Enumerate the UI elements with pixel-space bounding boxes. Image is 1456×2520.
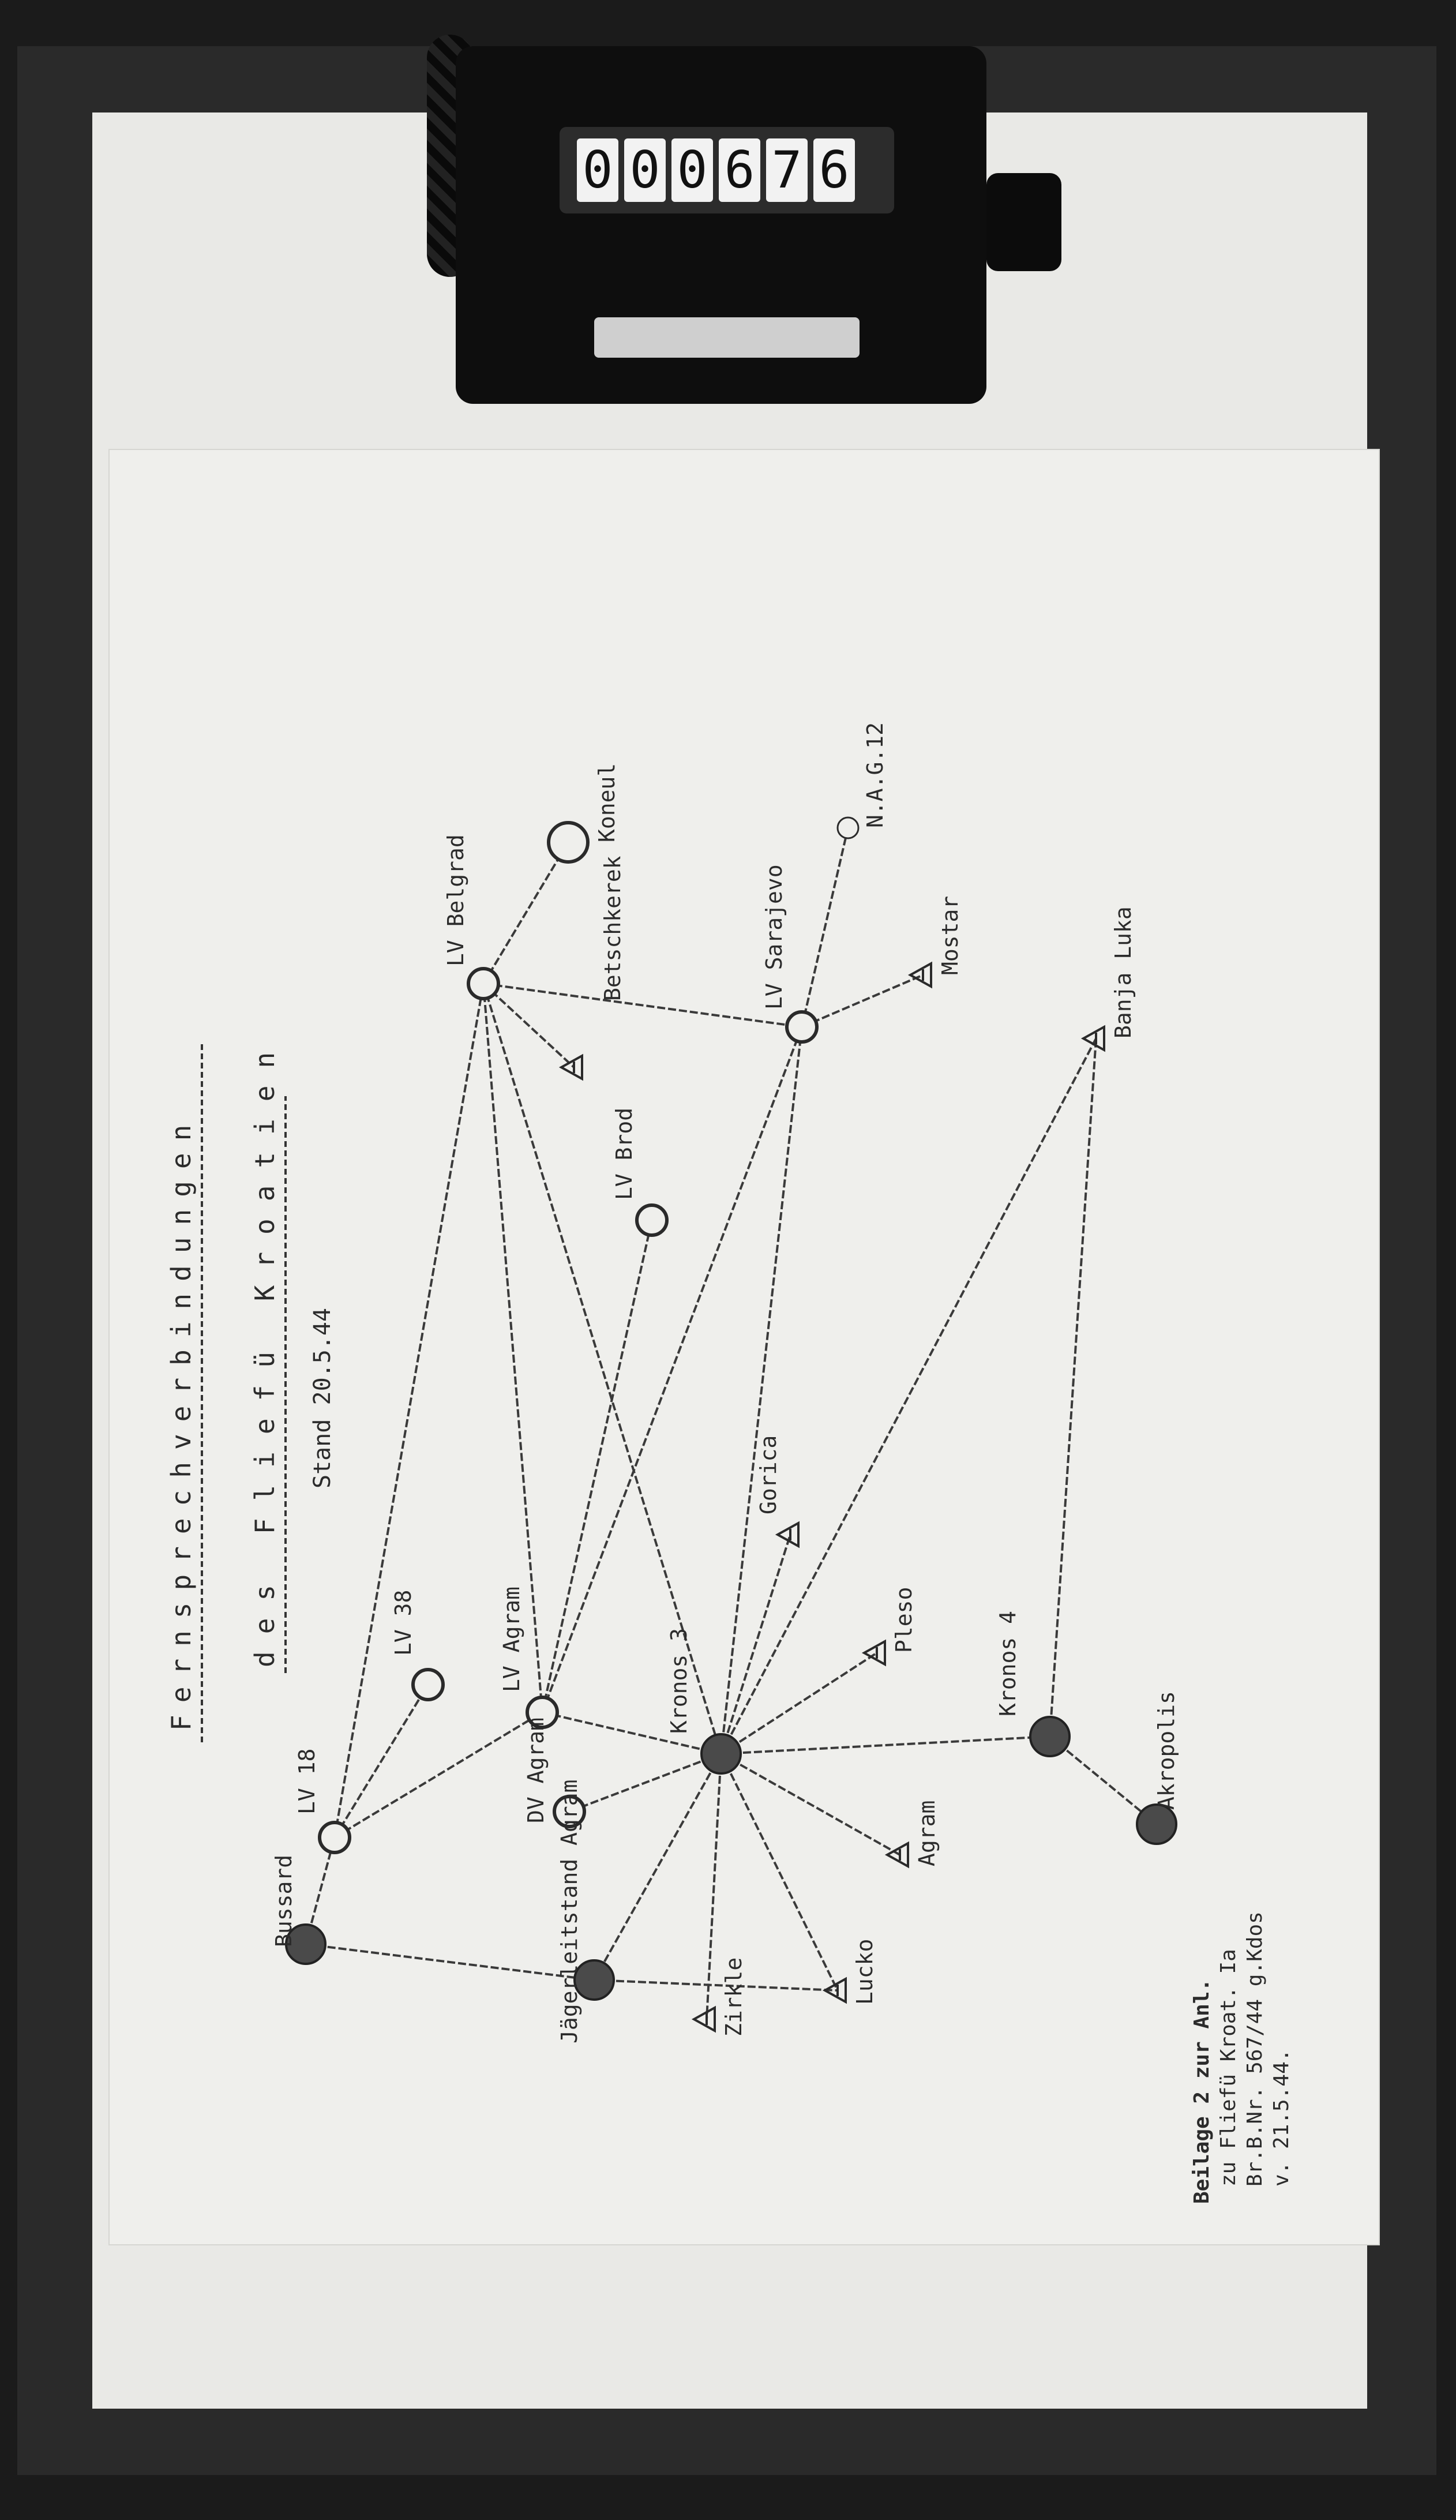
node-label-mostar: Mostar [937, 895, 963, 975]
date-line: Stand 20.5.44 [309, 1307, 336, 1488]
footer-line-2: zu Fliefü Kroat. Ia [1217, 1949, 1240, 2187]
footer-line-3: Br.B.Nr. 567/44 g.Kdos [1243, 1911, 1267, 2187]
edge-kronos3-jaeger [594, 1754, 721, 1980]
edge-kronos3-agram_t [721, 1754, 900, 1855]
node-pleso [864, 1641, 885, 1664]
edge-kronos3-gorica [721, 1535, 790, 1754]
node-label-akropolis: Akropolis [1154, 1691, 1179, 1810]
node-kronos4 [1030, 1717, 1070, 1756]
edge-kronos3-zirkle [707, 1754, 721, 2019]
node-zirkle [694, 2008, 715, 2031]
edge-lvsarajevo-mostar [802, 975, 923, 1027]
node-label-pleso: Pleso [891, 1587, 917, 1653]
edge-lv18-lvagram [335, 1712, 542, 1837]
node-label-lucko: Lucko [852, 1938, 877, 2005]
edge-kronos3-kronos4 [721, 1737, 1050, 1754]
edge-kronos3-lucko [721, 1754, 838, 1990]
node-mostar [910, 963, 931, 987]
node-label-lvbelgrad: LV Belgrad [443, 834, 468, 966]
node-lvbrod [637, 1205, 667, 1235]
edge-lvbelgrad-koneul [483, 842, 568, 984]
date-block [309, 1308, 336, 1488]
node-label-koneul: Koneul [594, 763, 620, 842]
counter-digit: 0 [671, 138, 713, 202]
counter-digit: 0 [577, 138, 618, 202]
title-line-1: Fernsprechverbindungen [166, 1112, 197, 1731]
footer-block [1190, 1911, 1293, 2204]
node-nag12 [838, 817, 858, 838]
counter-digit: 7 [766, 138, 808, 202]
title-block [166, 1044, 202, 1742]
node-label-agram_t: Agram [914, 1800, 940, 1866]
node-label-nag12: N.A.G.12 [862, 722, 888, 828]
title-line-2: des Fliefü Kroatien [249, 1034, 280, 1667]
node-label-betschkerek: Betschkerek [600, 856, 625, 1001]
node-koneul [549, 823, 588, 862]
node-label-zirkle: Zirkle [721, 1957, 746, 2037]
node-label-kronos3: Kronos 3 [666, 1627, 692, 1734]
node-label-lvbrod: LV Brod [611, 1107, 637, 1200]
edge-bussard-jaeger [306, 1944, 594, 1980]
node-label-lv38: LV 38 [391, 1589, 416, 1656]
node-label-kronos4: Kronos 4 [995, 1610, 1020, 1716]
node-lv18 [320, 1822, 350, 1852]
node-label-banjaluka: Banja Luka [1110, 906, 1136, 1038]
node-label-lv18: LV 18 [294, 1748, 320, 1814]
diagram-edges [306, 828, 1157, 2019]
node-label-bussard: Bussard [271, 1854, 297, 1947]
edge-kronos3-pleso [721, 1653, 877, 1754]
footer-line-4: v. 21.5.44. [1270, 2049, 1293, 2187]
edge-lvsarajevo-nag12 [802, 828, 848, 1027]
node-akropolis [1137, 1805, 1176, 1844]
node-lvsarajevo [787, 1012, 817, 1042]
node-label-lvagram: LV Agram [499, 1586, 524, 1692]
edge-lvbelgrad-lvsarajevo [483, 984, 802, 1027]
footer-line-1: Beilage 2 zur Anl. [1190, 1978, 1214, 2204]
diagram-nodes [286, 817, 1176, 2031]
title-block-2 [249, 1035, 286, 1673]
edge-kronos4-banjaluka [1050, 1038, 1096, 1737]
node-kronos3 [701, 1734, 741, 1773]
counter-digit: 0 [624, 138, 666, 202]
node-lv38 [413, 1670, 443, 1700]
edge-lvagram-kronos3 [542, 1712, 721, 1754]
node-banjaluka [1083, 1027, 1104, 1050]
node-label-jaeger: Jägerleitstand Agram [557, 1779, 582, 2043]
node-label-dvagram: DV Agram [523, 1717, 549, 1823]
edge-jaeger-lucko [594, 1980, 838, 1990]
node-label-gorica: Gorica [756, 1435, 781, 1514]
diagram-labels [271, 722, 1179, 2043]
edge-kronos3-dvagram [569, 1754, 721, 1812]
edge-lv18-lvbelgrad [335, 984, 483, 1837]
counter-digit: 6 [813, 138, 855, 202]
node-lvbelgrad [468, 969, 498, 999]
counter-digit: 6 [719, 138, 760, 202]
node-label-lvsarajevo: LV Sarajevo [761, 864, 787, 1010]
